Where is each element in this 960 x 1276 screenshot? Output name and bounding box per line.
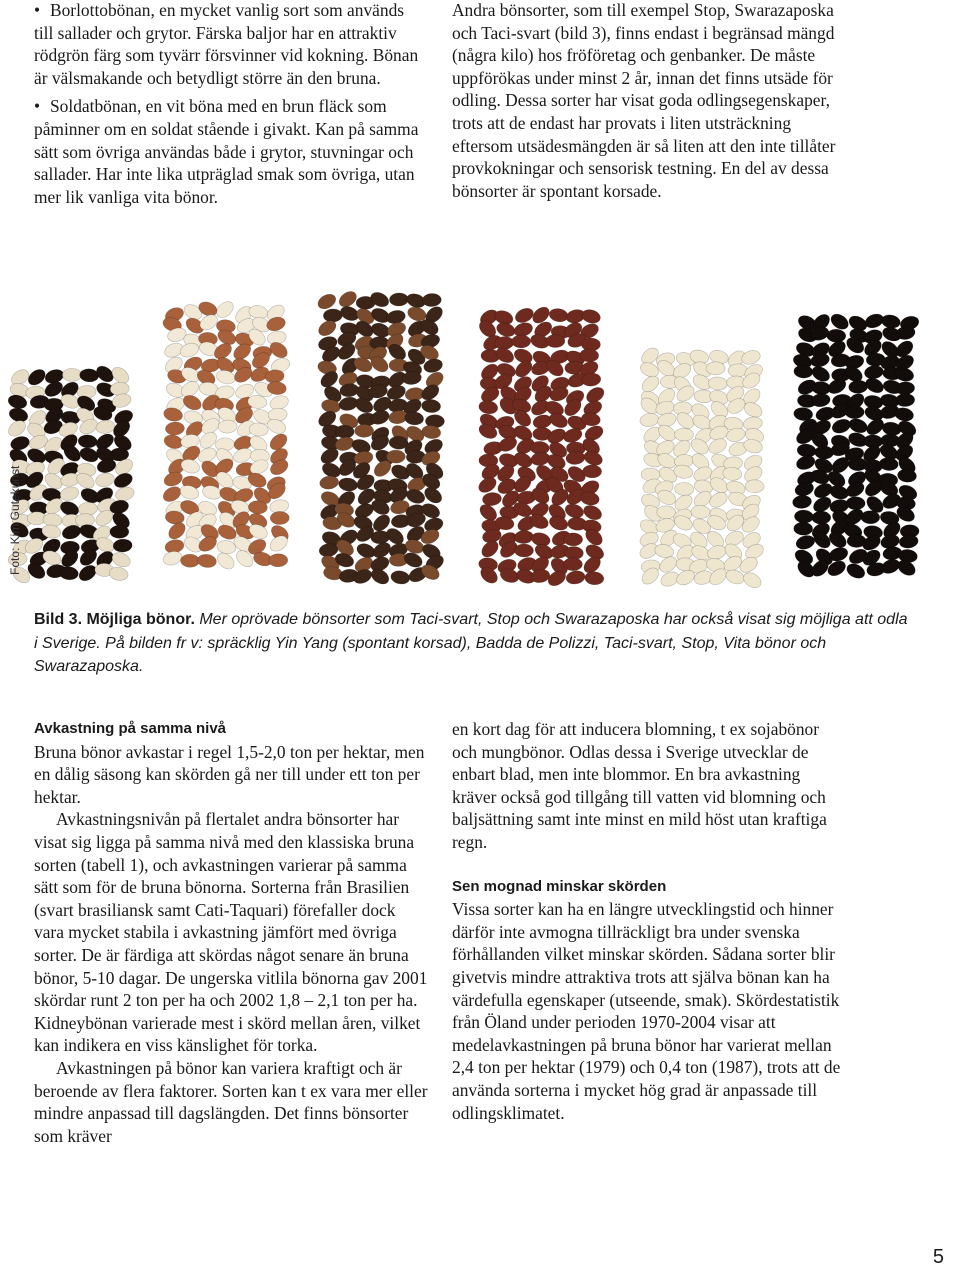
bean-column <box>476 304 607 589</box>
bean <box>249 422 269 436</box>
section-heading-avkastning: Avkastning på samma nivå <box>34 720 227 737</box>
bean <box>639 412 660 428</box>
bean <box>110 525 129 538</box>
bean <box>94 471 116 488</box>
bean <box>110 550 133 570</box>
paragraph: Bruna bönor avkastar i regel 1,5-2,0 ton per hektar, men en dålig säsong kan skörden gå ner till under ett ton per hektar. <box>34 741 425 807</box>
bullet-icon: • <box>34 96 41 117</box>
bean <box>62 368 81 381</box>
top-left-column <box>34 0 419 208</box>
bean <box>323 309 342 323</box>
bean-rows-image <box>0 282 960 602</box>
bean <box>114 485 136 502</box>
bean <box>845 406 864 419</box>
bean <box>79 368 99 383</box>
bean <box>25 366 48 388</box>
figure-caption <box>34 608 914 679</box>
bean <box>161 549 183 567</box>
bean <box>197 553 218 569</box>
bean <box>565 569 586 585</box>
bean <box>844 561 867 581</box>
bean <box>165 422 185 436</box>
bean <box>691 505 710 519</box>
bean <box>513 305 536 325</box>
bean <box>315 291 338 312</box>
paragraph: Vissa sorter kan ha en längre utvecklingstid och hinner därför inte avmogna tillräckligt bra under svenska förhållanden vilket minskar skörden. Sådana sorter blir givetvis mindre attraktiva trots att själva bönan kan ha värdefulla egenskaper (utseende, smak). Skördestatistik från Öland under perioden 1970-2004 visar att medelavkastningen på bruna bönor har varierat mellan 2,4 ton per hektar (1979) och 0,4 ton (1987), trots att de använda sorterna i mycket hög grad är anpassade till odlingsklimatet. <box>452 899 841 1123</box>
bean <box>478 399 499 415</box>
bean <box>59 485 81 503</box>
bean <box>76 562 99 584</box>
bottom-left-column <box>34 718 429 1147</box>
bean <box>351 567 374 586</box>
bean <box>863 364 884 380</box>
bottom-right-column <box>452 718 847 1124</box>
bean <box>269 553 288 567</box>
bean <box>482 492 502 507</box>
bean <box>584 571 604 586</box>
bean <box>422 293 442 307</box>
bean <box>708 376 728 390</box>
paragraph: en kort dag för att inducera blomning, t ex sojabönor och mungbönor. Odlas dessa i Sverige utvecklar de enbart blad, men inte blommor. En bra avkastning kräver också god tillgång till vatten vid blomning och baljsättning samt inte minst en mild höst utan kraftiga regn. <box>452 719 827 852</box>
page-number: 5 <box>932 1246 944 1268</box>
bean <box>814 446 834 460</box>
bean <box>389 293 408 307</box>
bean <box>95 419 116 435</box>
bean-column <box>315 288 446 587</box>
bean <box>162 470 184 489</box>
bean <box>113 538 133 552</box>
bean <box>675 428 694 441</box>
bean <box>827 329 846 343</box>
bullet-icon: • <box>34 0 41 20</box>
bean <box>110 382 130 396</box>
bean <box>564 533 583 546</box>
bean <box>355 424 374 437</box>
bean <box>78 434 98 448</box>
bean <box>422 357 444 374</box>
caption-text: Mer oprövade bönsorter som Taci-svart, Stop och Swarazaposka har också visat sig möjliga att odla i Sverige. På bilden fr v: spräcklig Yin Yang (spontant korsad), Badda de Polizzi, Taci-svart, Stop, Vita bönor och Swarazaposka. <box>34 611 908 675</box>
bean <box>846 496 865 510</box>
bean <box>745 480 764 493</box>
bean <box>848 380 868 394</box>
bean <box>830 417 852 436</box>
bean-photo <box>0 282 960 602</box>
section-heading-sen-mognad: Sen mognad minskar skörden <box>452 877 667 895</box>
bean <box>847 416 869 435</box>
bean <box>514 530 534 545</box>
bean <box>270 511 289 524</box>
bean <box>812 511 831 524</box>
bean-column <box>637 345 766 591</box>
bean <box>563 558 582 571</box>
bean-column <box>792 311 921 581</box>
caption-label: Bild 3. Möjliga bönor. <box>34 611 195 628</box>
bean <box>582 465 601 478</box>
bullet-soldat: • Soldatbönan, en vit böna med en brun fläck som påminner om en soldat stående i givakt. Kan på samma sätt som övriga användas både i grytor, stuvningar och sallader. Har inte lika utpräglad smak som övriga, utan mer lik vanliga vita bönor. <box>34 96 419 207</box>
photo-credit: Foto: Kim Gutekunst <box>8 465 22 575</box>
paragraph: Avkastningen på bönor kan variera kraftigt och är beroende av flera faktorer. Sorten kan t ex vara mer eller mindre anpassad till dagslängden. Det finns bönsorter som kräver <box>34 1057 428 1146</box>
bean <box>421 399 441 414</box>
bean <box>390 569 411 585</box>
bean <box>581 503 604 523</box>
bean <box>795 453 817 471</box>
bean <box>863 375 886 396</box>
bean-column <box>161 298 292 572</box>
bean <box>794 510 814 524</box>
bean <box>338 477 359 493</box>
bean <box>740 348 762 366</box>
paragraph: Avkastningsnivån på flertalet andra bönsorter har visat sig ligga på samma nivå med den klassiska bruna sorten (tabell 1), och avkastningen varierar på samma sätt som för de bruna bönorna. Sorterna från Brasilien (svart brasiliansk samt Cati-Taquari) förefaller dock vara mycket stabila i avkastning jämfört med övriga sorter. De är färdiga att skördas något senare än bruna bönor, 5-10 dagar. De ungerska vitlila bönorna gav 2001 skördar runt 2 ton per ha och 2002 1,8 – 2,1 ton per ha. Kidneybönan varierade mest i skörd mellan åren, vilket kan indikera en viss känslighet för torka. <box>34 809 428 1056</box>
bullet-borlotto: • Borlottobönan, en mycket vanlig sort som används till sallader och grytor. Färska baljor har en attraktiv rödgrön färg som tyvärr försvinner vid kokning. Bönan är välsmakande och betydligt större än den bruna. <box>34 0 419 88</box>
bean <box>180 554 199 568</box>
bean <box>547 514 569 533</box>
bean <box>674 482 694 497</box>
bean <box>580 308 602 325</box>
bean <box>706 362 725 375</box>
top-right-column <box>452 0 852 202</box>
top-right-paragraph: Andra bönsorter, som till exempel Stop, Swarazaposka och Taci-svart (bild 3), finns endast i begränsad mängd (några kilo) hos fröföretag och genbanker. De måste uppförökas under minst 2 år, innan det finns utsäde för odling. Dessa sorter har visat goda odlingsegenskaper, trots att de endast har provats i liten utsträckning eftersom utsädesmängden är så liten att den inte tillåter provkokningar och sensorisk testning. En del av dessa bönsorter är spontant korsade. <box>452 0 836 201</box>
bean <box>741 570 764 591</box>
bean <box>386 450 405 463</box>
bean <box>792 494 812 509</box>
bean <box>895 393 914 407</box>
bean <box>512 335 531 348</box>
bean <box>514 544 533 557</box>
bean <box>793 522 812 536</box>
bean <box>828 311 851 332</box>
bean <box>546 335 565 348</box>
bean <box>218 420 238 434</box>
bean <box>548 307 569 323</box>
bean <box>493 345 516 366</box>
